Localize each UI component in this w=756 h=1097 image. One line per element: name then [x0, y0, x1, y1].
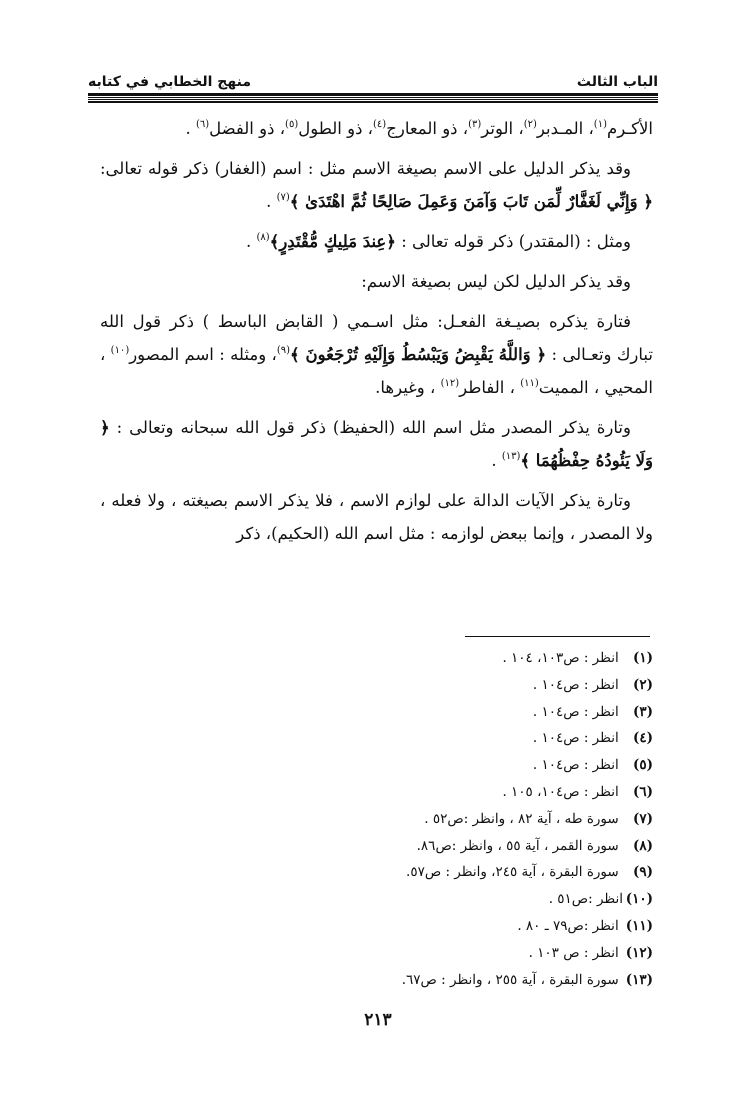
ornate-bracket-open: ﴿	[536, 345, 547, 364]
footnote-item	[293, 967, 653, 994]
chapter-title: الباب الثالث	[576, 74, 658, 90]
footnote-item	[293, 940, 653, 967]
footnote-ref-3: (٣)	[468, 119, 482, 130]
quran-verse: عِندَ مَلِيكٍ مُّقْتَدِرٍ	[279, 232, 387, 251]
text-run: وقد يذكر الدليل لكن ليس بصيغة الاسم:	[361, 272, 631, 291]
text-run: ، الفاطر	[459, 378, 521, 397]
footnote-ref-1: (١)	[593, 119, 607, 130]
footnote-item	[293, 913, 653, 940]
footnote-text: سورة طه ، آية ٨٢ ، وانظر :ص٥٢ .	[424, 810, 619, 827]
footnote-text: سورة القمر ، آية ٥٥ ، وانظر :ص٨٦.	[416, 837, 619, 854]
footnote-item	[293, 859, 653, 886]
footnote-ref-9: (٩)	[276, 345, 291, 356]
paragraph-3	[100, 225, 653, 258]
footnote-item	[293, 645, 653, 672]
ornate-bracket-open: ﴿	[386, 232, 396, 251]
text-run: ، ذو المعارج	[386, 119, 469, 138]
footnote-number: (١٢)	[625, 944, 653, 961]
footnote-text: انظر : ص١٠٤ .	[532, 703, 619, 720]
footnote-item	[293, 806, 653, 833]
footnote-text: انظر : ص١٠٤، ١٠٥ .	[502, 783, 619, 800]
text-run: ، ذو الطول	[298, 119, 374, 138]
footnote-text: سورة البقرة ، آية ٢٤٥، وانظر : ص٥٧.	[406, 864, 619, 881]
footnote-item	[293, 699, 653, 726]
footnote-number: (٩)	[632, 864, 653, 881]
footnote-ref-10: (١٠)	[110, 345, 130, 356]
text-run: ، ذو الفضل	[209, 119, 286, 138]
paragraph-5	[100, 305, 653, 404]
ornate-bracket-close: ﴾	[289, 192, 300, 211]
ornate-bracket-close: ﴾	[269, 232, 280, 251]
footnote-number: (٢)	[632, 676, 653, 693]
paragraph-6	[100, 411, 653, 477]
footnote-item	[293, 886, 653, 913]
footnote-ref-2: (٢)	[523, 119, 537, 130]
paragraph-2	[100, 152, 653, 218]
book-title: منهج الخطابي في كتابه	[88, 74, 251, 90]
header-rule	[88, 93, 658, 103]
footnote-text: انظر : ص١٠٣، ١٠٤ .	[502, 650, 619, 666]
ornate-bracket-close: ﴾	[520, 451, 531, 470]
footnote-ref-5: (٥)	[285, 119, 299, 130]
text-run: ، المـدبر	[536, 119, 594, 138]
text-run: .	[491, 451, 502, 470]
text-run: ، ومثله : اسم المصور	[129, 345, 277, 364]
footnote-ref-6: (٦)	[195, 119, 210, 130]
footnote-number: (١٠)	[625, 891, 653, 908]
footnote-text: سورة البقرة ، آية ٢٥٥ ، وانظر : ص٦٧.	[401, 971, 619, 988]
footnote-number: (٨)	[632, 837, 653, 854]
quran-verse: وَإِنِّي لَغَفَّارٌ لِّمَن تَابَ وَآمَنَ وَعَمِلَ صَالِحًا ثُمَّ اهْتَدَىٰ	[299, 192, 644, 211]
text-run: وقد يذكر الدليل على الاسم بصيغة الاسم مثل : اسم (الغفار) ذكر قوله تعالى:	[100, 159, 631, 178]
paragraph-4	[100, 265, 653, 298]
text-run: ، الوتر	[481, 119, 524, 138]
footnote-ref-13: (١٣)	[501, 451, 521, 462]
footnote-separator	[465, 636, 650, 637]
footnote-number: (٣)	[632, 703, 653, 720]
paragraph-1	[100, 112, 653, 145]
footnote-ref-4: (٤)	[373, 119, 387, 130]
text-run: ، المحيي ، المميت	[100, 345, 653, 397]
text-run: .	[266, 192, 277, 211]
quran-verse: وَلَا يَئُودُهُ حِفْظُهُمَا	[530, 451, 653, 470]
footnote-number: (٦)	[632, 783, 653, 800]
text-run: ، وغيرها.	[375, 378, 441, 397]
running-header	[88, 66, 658, 90]
footnote-ref-12: (١٢)	[440, 378, 460, 389]
text-run: .	[185, 119, 196, 138]
footnote-number: (٥)	[632, 757, 653, 774]
text-run: .	[245, 232, 257, 251]
text-run: ومثل : (المقتدر) ذكر قوله تعالى :	[395, 232, 631, 251]
quran-verse: وَاللَّهُ يَقْبِضُ وَيَبْسُطُ وَإِلَيْهِ تُرْجَعُونَ	[299, 345, 537, 364]
footnote-text: انظر :ص٧٩ ـ ٨٠ .	[517, 917, 619, 934]
footnote-ref-11: (١١)	[520, 378, 539, 389]
paragraph-7	[100, 484, 653, 550]
footnotes-list	[293, 645, 653, 993]
footnote-item	[293, 779, 653, 806]
footnote-number: (٧)	[632, 810, 653, 827]
footnote-item	[293, 752, 653, 779]
footnote-item	[293, 725, 653, 752]
text-run: الأكـرم	[606, 119, 653, 138]
footnote-text: انظر : ص١٠٤ .	[532, 676, 619, 693]
footnote-number: (٤)	[632, 730, 653, 747]
footnote-text: انظر : ص١٠٤ .	[532, 730, 619, 747]
footnote-text: انظر : ص١٠٤ .	[532, 757, 619, 774]
ornate-bracket-close: ﴾	[290, 345, 300, 364]
text-run: وتارة يذكر الآيات الدالة على لوازم الاسم ، فلا يذكر الاسم بصيغته ، ولا فعله ، ولا المصدر ، وإنما ببعض لوازمه : مثل اسم الله (الحكيم)، ذكر	[100, 491, 653, 543]
footnote-text: انظر : ص ١٠٣ .	[528, 944, 619, 961]
footnote-text: انظر :ص٥١ .	[548, 891, 623, 908]
ornate-bracket-open: ﴿	[643, 192, 653, 211]
body-text	[100, 112, 653, 557]
footnote-item	[293, 672, 653, 699]
page-number: ٢١٣	[364, 1010, 392, 1030]
text-run: فتارة يذكره بصيـغة الفعـل: مثل اسـمي ( القابض الباسط ) ذكر قول الله تبارك وتعـالى :	[100, 312, 653, 364]
footnote-ref-7: (٧)	[276, 192, 290, 203]
footnote-item	[293, 833, 653, 860]
footnote-number: (١١)	[625, 917, 653, 934]
footnote-number: (١)	[632, 650, 653, 666]
ornate-bracket-open: ﴿	[100, 418, 110, 437]
text-run: وتارة يذكر المصدر مثل اسم الله (الحفيظ) ذكر قول الله سبحانه وتعالى :	[109, 418, 631, 437]
footnote-number: (١٣)	[625, 971, 653, 988]
footnote-ref-8: (٨)	[256, 232, 270, 243]
